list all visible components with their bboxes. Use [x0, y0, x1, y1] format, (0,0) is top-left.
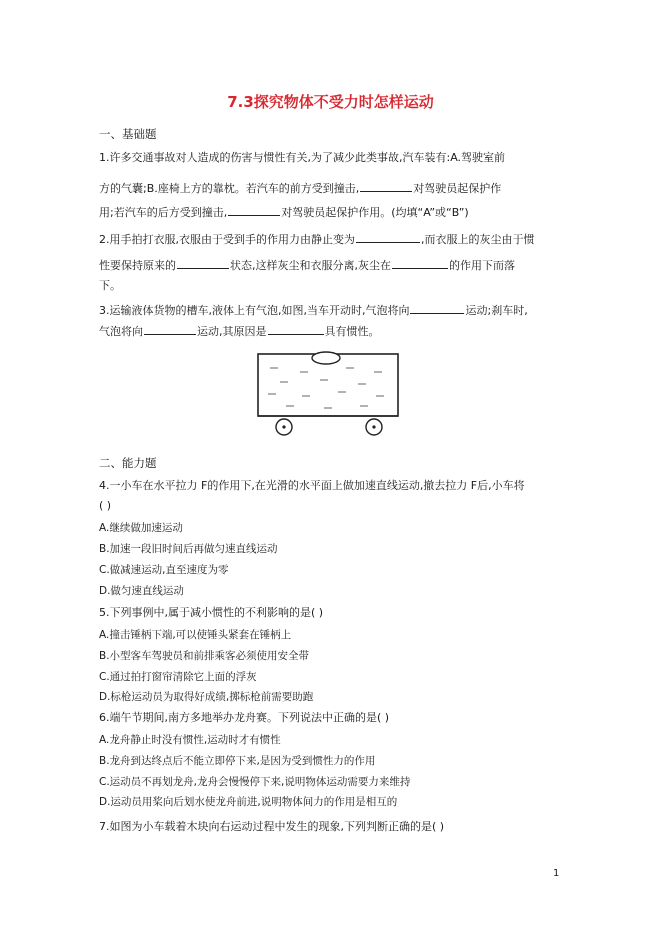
q2-line-3: 下。	[99, 279, 121, 292]
q3-line-1-text-b: 运动;刹车时,	[465, 304, 528, 317]
tank-truck-figure	[250, 346, 410, 442]
q3-line-2-text-b: 运动,其原因是	[197, 325, 267, 338]
q2-line-2-text-c: 的作用下而落	[449, 259, 515, 272]
q4-option-a[interactable]: A.继续做加速运动	[99, 522, 183, 534]
q2-line-2	[99, 257, 515, 273]
q4-answer-paren[interactable]: ( )	[99, 499, 112, 512]
q6-option-c[interactable]: C.运动员不再划龙舟,龙舟会慢慢停下来,说明物体运动需要力来维持	[99, 776, 411, 788]
q6-option-b[interactable]: B.龙舟到达终点后不能立即停下来,是因为受到惯性力的作用	[99, 755, 376, 767]
q2-line-2-text-a: 性要保持原来的	[99, 259, 176, 272]
q3-line-1-text-a: 3.运输液体货物的槽车,液体上有气泡,如图,当车开动时,气泡将向	[99, 304, 410, 317]
q2-line-2-text-b: 状态,这样灰尘和衣服分离,灰尘在	[230, 259, 391, 272]
section-heading-ability: 二、能力题	[99, 456, 157, 470]
q1-line-2-text-b: 对驾驶员起保护作	[413, 182, 502, 195]
page-number: 1	[553, 868, 560, 879]
q4-option-d[interactable]: D.做匀速直线运动	[99, 585, 184, 597]
q1-line-3	[99, 204, 469, 220]
liquid-marks	[268, 368, 384, 408]
q1-line-2-text-a: 方的气囊;B.座椅上方的靠枕。若汽车的前方受到撞击,	[99, 182, 360, 195]
q3-answer-blank-1[interactable]	[410, 302, 464, 314]
q1-line-1: 1.许多交通事故对人造成的伤害与惯性有关,为了减少此类事故,汽车装有:A.驾驶室前	[99, 151, 506, 164]
q5-option-c[interactable]: C.通过拍打窗帘清除它上面的浮灰	[99, 671, 257, 683]
q1-answer-blank-2[interactable]	[228, 204, 280, 216]
section-heading-basic: 一、基础题	[99, 127, 157, 141]
q7-stem: 7.如图为小车载着木块向右运动过程中发生的现象,下列判断正确的是( )	[99, 820, 445, 833]
q1-line-3-text-a: 用;若汽车的后方受到撞击,	[99, 206, 228, 219]
q2-answer-blank-1[interactable]	[356, 231, 420, 243]
q1-answer-blank-1[interactable]	[360, 180, 412, 192]
q6-stem: 6.端午节期间,南方多地举办龙舟赛。下列说法中正确的是( )	[99, 711, 390, 724]
q2-line-1-text-b: ,而衣服上的灰尘由于惯	[421, 233, 535, 246]
page-title: 7.3探究物体不受力时怎样运动	[227, 93, 434, 111]
q2-answer-blank-2[interactable]	[177, 257, 229, 269]
q4-stem: 4.一小车在水平拉力 F的作用下,在光滑的水平面上做加速直线运动,撤去拉力 F后,小车将	[99, 479, 525, 492]
q4-option-c[interactable]: C.做减速运动,直至速度为零	[99, 564, 229, 576]
air-bubble	[312, 352, 340, 364]
q3-line-2-text-c: 具有惯性。	[324, 325, 380, 338]
q1-line-3-text-b: 对驾驶员起保护作用。(均填“A”或“B”)	[281, 206, 469, 219]
q2-answer-blank-3[interactable]	[392, 257, 448, 269]
q5-option-a[interactable]: A.撞击锤柄下端,可以使锤头紧套在锤柄上	[99, 629, 292, 641]
q3-line-2	[99, 323, 380, 339]
q3-answer-blank-2[interactable]	[144, 323, 196, 335]
q2-line-1	[99, 231, 535, 247]
q3-line-1	[99, 302, 528, 318]
q3-line-2-text-a: 气泡将向	[99, 325, 143, 338]
q2-line-1-text-a: 2.用手拍打衣服,衣服由于受到手的作用力由静止变为	[99, 233, 355, 246]
q1-line-2	[99, 180, 501, 196]
q6-option-d[interactable]: D.运动员用桨向后划水使龙舟前进,说明物体间力的作用是相互的	[99, 796, 398, 808]
q5-option-b[interactable]: B.小型客车驾驶员和前排乘客必须使用安全带	[99, 650, 310, 662]
q5-stem: 5.下列事例中,属于减小惯性的不利影响的是( )	[99, 606, 324, 619]
q3-answer-blank-3[interactable]	[268, 323, 324, 335]
q6-option-a[interactable]: A.龙舟静止时没有惯性,运动时才有惯性	[99, 734, 281, 746]
q5-option-d[interactable]: D.标枪运动员为取得好成绩,掷标枪前需要助跑	[99, 691, 314, 703]
q4-option-b[interactable]: B.加速一段旧时间后再做匀速直线运动	[99, 543, 278, 555]
